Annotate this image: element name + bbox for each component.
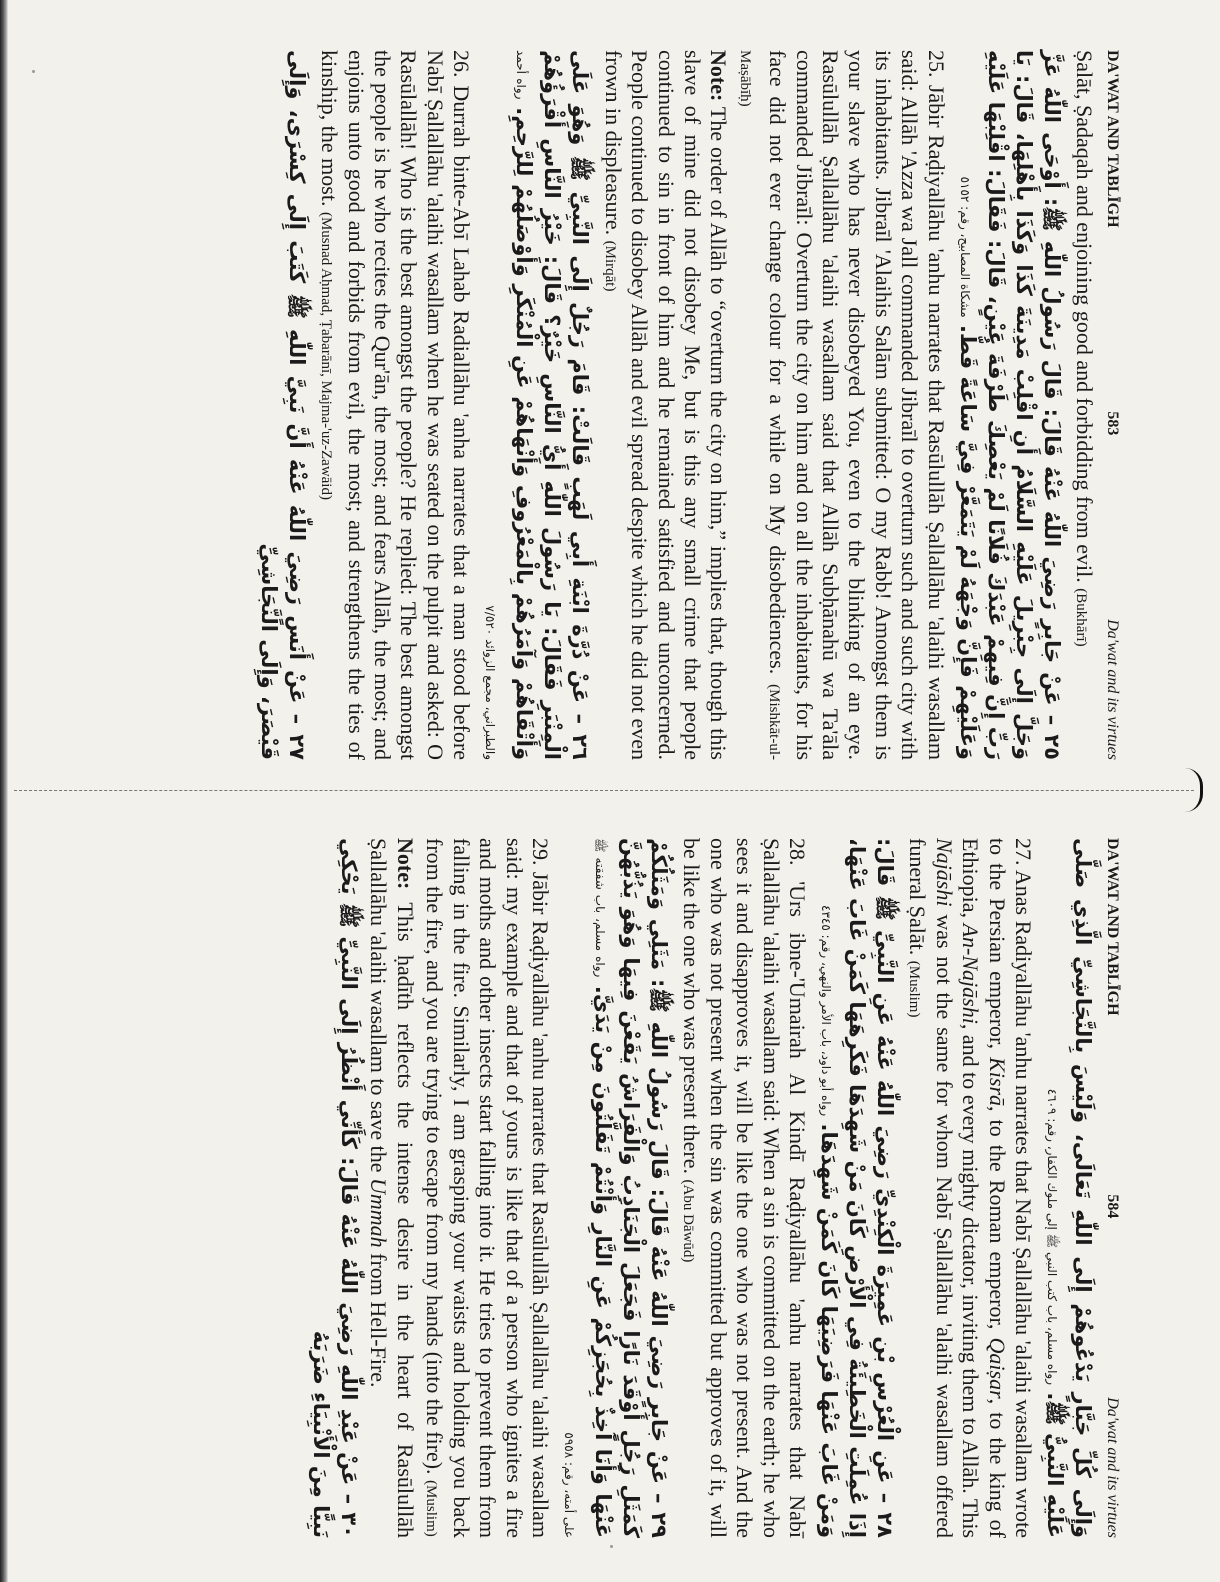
arabic-hadith-27-end [1038,838,1097,1538]
hadith-italic-term: Najāshi [931,838,957,907]
arabic-reference: رواه مسلم، باب كتب النبي ﷺ إلى ملوك الكفار، رقم: ٤٦٠٩ [1045,1088,1059,1386]
page-number: 583 [1104,411,1121,436]
intro-source: (Bukhārī) [1073,588,1089,647]
hadith-text: , to the Roman emperor, [984,1106,1010,1330]
hadith-26 [313,50,474,760]
hadith-29 [418,838,553,1538]
running-header [1101,50,1125,760]
hadith-source: (Abu Dāwūd) [680,1179,697,1263]
arabic-text: ٢٧ – عَنْ أَنَسٍ رَضِيَ اللّٰهُ عَنْهُ أَنَّ نَبِيَّ اللّٰهِ ﷺ كَتَبَ إِلَى كِسْرَى، وَإِلَى قَيْصَرَ، وَإِلَى النَّجَاشِيِّ [256,50,309,760]
arabic-reference: رواه مسلم، باب شفقته ﷺ على أمته، رقم: ٥٩٥٨ [561,838,607,1538]
page-583 [65,50,1125,760]
arabic-hadith-25 [951,50,1066,760]
arabic-text: ٢٩ – عَنْ جَابِرٍ رَضِيَ اللّٰهُ عَنْهُ قَالَ: قَالَ رَسُولُ اللّٰهِ ﷺ: مَثَلِي وَمَثَلُكُمْ كَمَثَلِ رَجُلٍ أَوْقَدَ نَارًا فَجَعَلَ الْجَنَادِبُ وَالْفَرَاشُ يَقَعْنَ فِيهَا وَهُوَ يَذُبُّهُنَّ عَنْهَا وَأَنَا آخِذٌ بِحُجَزِكُمْ عَنِ النَّارِ وَأَنْتُمْ تَفَلَّتُونَ مِنْ يَدَيَّ. [590,838,671,1538]
arabic-reference: مشكاة المصابيح، رقم: ٥١٥٢ [957,176,972,318]
note-italic-term: Ummah [366,1177,392,1248]
scan-speck [32,70,35,73]
hadith-italic-term: Qaiṣar [984,1337,1010,1399]
hadith-text: 28. 'Urs ibne-'Umairah Al Kindī Raḍiyallāhu 'anhu narrates that Nabī Ṣallallāhu 'alaihi wasallam said: When a sin is committed on the earth; he who sees it and disapproves it, will be like the one who was not present. And the one who was not present when the sin was committed but approves of it, will be like the one who was present there. [679,838,810,1538]
hadith-28 [675,838,810,1538]
hadith-text: 25. Jābir Raḍiyallāhu 'anhu narrates that Rasūlullāh Ṣallallāhu 'alaihi wasallam said: Allāh 'Azza wa Jall commanded Jibraīl to overturn such and such city with its inhabitants. Jibraīl 'Alaihis Salām submitted: O my Rabb! Amongst them is your slave who has never disobeyed You, even to the blinking of an eye. Rasūlullāh Ṣallallāhu 'alaihi wasallam said that Allāh Subḥānahū wa Ta'āla commanded Jibraīl: Overturn the city on him and on all the inhabitants, for his face did not ever change colour for a while on My disobediences. [765,50,949,760]
hadith-text: 26. Durrah binte-Abī Lahab Radiallāhu 'anha narrates that a man stood before Nabī Ṣallallāhu 'alaihi wasallam when he was seated on the pulpit and asked: O Rasūlallāh! Who is the best amongst the people? He replied: The best amongst the people is he who recites the Qur'ān, the most; and fears Allāh, the most; and enjoins unto good and forbids from evil, the most; and strengthens the ties of kinship, the most. [317,50,475,760]
header-subtitle: Da'wat and its virtues [1104,619,1121,760]
hadith-text: was not the same for whom Nabī Ṣallallāhu 'alaihi wasallam offered funeral Ṣalāt. [905,838,957,1539]
arabic-text: وَإِلَى كُلِّ جَبَّارٍ يَدْعُوهُمْ إِلَى اللّٰهِ تَعَالَى، وَلَيْسَ بِالنَّجَاشِيِّ الَّذِي صَلَّى عَلَيْهِ النَّبِيُّ ﷺ. [1043,838,1095,1538]
note-text: from Hell-Fire. [366,1253,392,1388]
hadith-27 [901,838,1036,1538]
scan-speck [610,1545,613,1548]
arabic-reference: رواه أبو داود، باب الأمر والنهي، رقم: ٤٣٤٥ [818,905,833,1117]
page-fold-line [14,790,1194,791]
intro-text: Ṣalāt, Ṣadaqah and enjoining good and forbidding from evil. [1072,50,1097,583]
arabic-text: ٣٠ – عَنْ عَبْدِ اللّٰهِ رَضِيَ اللّٰهُ عَنْهُ قَالَ: كَأَنِّي أَنْظُرُ إِلَى النَّبِيِّ ﷺ يَحْكِي نَبِيًّا مِنَ الْأَنْبِيَاءِ ضَرَبَهُ [309,838,362,1538]
hadith-source: (Musnad Aḥmad, Ṭabarānī, Majma-'uz-Zawāid) [318,211,335,500]
arabic-text: ٢٨ – عَنِ الْعُرْسِ بْنِ عَمِيرَةَ الْكِنْدِيِّ رَضِيَ اللّٰهُ عَنْهُ عَنِ النَّبِيِّ ﷺ قَالَ: إِذَا عُمِلَتِ الْخَطِيئَةُ فِي الْأَرْضِ كَانَ مَنْ شَهِدَهَا فَكَرِهَهَا كَمَنْ غَابَ عَنْهَا، وَمَنْ غَابَ عَنْهَا فَرَضِيَهَا كَانَ كَمَنْ شَهِدَهَا. [816,838,897,1538]
hadith-source: (Muslim) [906,960,923,1018]
page-584 [65,838,1125,1538]
hadith-source: (Mishkāt-ul-Maṣābīḥ) [736,50,783,760]
arabic-hadith-26 [476,50,594,760]
arabic-text: ٢٥ – عَنْ جَابِرٍ رَضِيَ اللّٰهُ عَنْهُ قَالَ: قَالَ رَسُولُ اللّٰهِ ﷺ: أَوْحَى اللّٰهُ عَزَّ وَجَلَّ إِلَى جِبْرِيلَ عَلَيْهِ السَّلَامُ أَنِ اقْلِبْ مَدِينَةَ كَذَا وَكَذَا بِأَهْلِهَا، قَالَ: يَا رَبِّ إِنَّ فِيهِمْ عَبْدَكَ فُلَانًا لَمْ يَعْصِكَ طَرْفَةَ عَيْنٍ، قَالَ: فَقَالَ: اقْلِبْهَا عَلَيْهِ وَعَلَيْهِمْ فَإِنَّ وَجْهَهُ لَمْ يَتَمَعَّرْ فِيَّ سَاعَةً قَطُّ. [955,50,1064,760]
arabic-hadith-27-start [255,50,311,760]
page-number: 584 [1104,1194,1121,1219]
hadith-text: 29. Jābir Raḍiyallāhu 'anhu narrates that Rasūlullāh Ṣallallāhu 'alaihi wasallam said: my example and that of yours is like that of a person who ignites a fire and moths and other insects start falling into it. He tries to prevent them from falling in the fire. Similarly, I am grasping your waists and holding you back from the fire, and you are trying to escape from my hands (into the fire). [422,838,553,1538]
note-text: The order of Allāh to “overturn the city on him,” implies that, though this slave of mine did not disobey Me, but is this any small crime that people continued to sin in front of him and he remained satisfied and unconcerned. People continued to disobey Allāh and evil spread despite which he did not even frown in displeasure. [600,50,732,760]
note-source: (Mirqāt) [601,240,618,292]
note-label: Note: [392,838,418,890]
note-25 [596,50,731,760]
arabic-reference: رواه أحمد والطبراني، مجمع الزوائد ٧/٥٢٠ [483,50,529,760]
running-header [1101,838,1125,1538]
continued-text [1068,50,1097,760]
hadith-text: , to the king of Ethiopia, [958,838,1010,1539]
hadith-source: (Muslim) [423,1480,440,1537]
note-29 [365,838,418,1538]
hadith-italic-term: Kisrā [984,1057,1010,1107]
page-fold-mark [1180,768,1203,812]
note-label: Note: [706,50,732,102]
header-title: DA'WAT AND TABLĪGH [1104,838,1121,1016]
scan-edge [0,0,8,1582]
arabic-hadith-30-start [307,838,363,1538]
hadith-italic-term: An-Najāshi [958,923,984,1024]
hadith-25 [731,50,948,760]
arabic-hadith-29 [555,838,673,1538]
hadith-text: 27. Anas Radiyallāhu 'anhu narrates that Nabī Ṣallallāhu 'alaihi wasallam wrote to the Persian emperor, [984,838,1036,1538]
arabic-text: ٢٦ – عَنْ دُرَّةَ ابْنَةِ أَبِي لَهَبٍ قَالَتْ: قَامَ رَجُلٌ إِلَى النَّبِيِّ ﷺ وَهُوَ عَلَى الْمِنْبَرِ فَقَالَ: يَا رَسُولَ اللّٰهِ أَيُّ النَّاسِ خَيْرٌ؟ قَالَ: خَيْرُ النَّاسِ أَقْرَؤُهُمْ وَأَتْقَاهُمْ وَآمَرُهُمْ بِالْمَعْرُوفِ وَأَنْهَاهُمْ عَنِ الْمُنْكَرِ وَأَوْصَلُهُمْ لِلرَّحِمِ. [512,50,593,761]
arabic-hadith-28 [812,838,899,1538]
note-text: This ḥadīth reflects the intense desire in the heart of Rasūlullāh Ṣallallāhu 'alaihi wasallam to save the [366,838,418,1538]
header-title: DA'WAT AND TABLĪGH [1104,50,1121,228]
header-subtitle: Da'wat and its virtues [1104,1397,1121,1538]
hadith-text: , and to every mighty dictator, inviting them to Allāh. This [958,1023,984,1539]
